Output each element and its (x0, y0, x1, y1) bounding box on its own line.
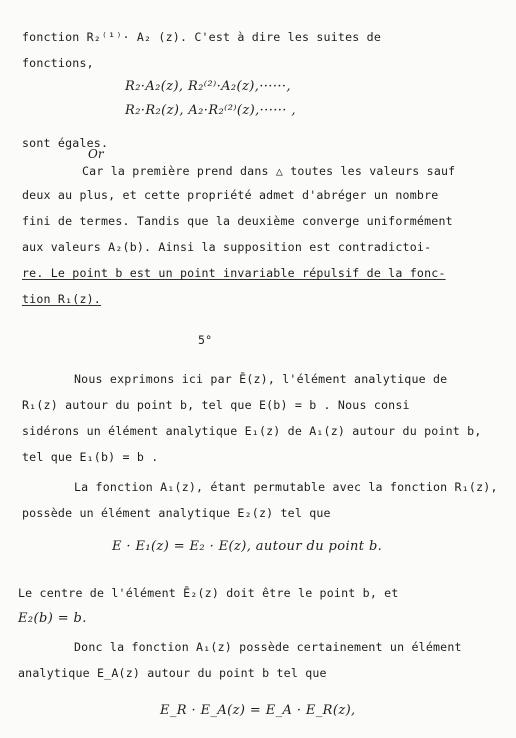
text-line-10: Nous exprimons ici par Ē(z), l'élément analytique de (74, 372, 448, 386)
formula-line-2: R₂·R₂(z), A₂·R₂⁽²⁾(z),······ , (125, 103, 296, 118)
text-line-5: deux au plus, et cette propriété admet d'abréger un nombre (22, 188, 439, 202)
text-line-6: fini de termes. Tandis que la deuxième converge uniformément (22, 214, 453, 228)
formula-inline: E₂(b) = b. (18, 611, 87, 626)
text-line-11: R₁(z) autour du point b, tel que E(b) = b . Nous consi (22, 398, 410, 412)
text-line-12: sidérons un élément analytique E₁(z) de A₁(z) autour du point b, (22, 424, 482, 438)
text-line-14: La fonction A₁(z), étant permutable avec la fonction R₁(z), (74, 480, 498, 494)
text-line-13: tel que E₁(b) = b . (22, 450, 159, 464)
text-line-3: sont égales. (22, 136, 109, 150)
formula-line-3: E · E₁(z) = E₂ · E(z), autour du point b. (112, 539, 383, 554)
text-line-2: fonctions, (22, 56, 94, 70)
text-line-17: Donc la fonction A₁(z) possède certainement un élément (74, 640, 462, 654)
text-line-9-underlined: tion R₁(z). (22, 292, 101, 306)
handwritten-insertion: Or (88, 147, 104, 161)
text-line-8-underlined: re. Le point b est un point invariable répulsif de la fonc- (22, 266, 446, 280)
text-line-7: aux valeurs A₂(b). Ainsi la supposition est contradictoi- (22, 240, 432, 254)
text-line-1: fonction R₂⁽¹⁾· A₂ (z). C'est à dire les suites de (22, 30, 382, 44)
text-line-4: Car la première prend dans △ toutes les valeurs sauf (82, 164, 456, 178)
formula-line-1: R₂·A₂(z), R₂⁽²⁾·A₂(z),······, (125, 79, 291, 94)
text-line-15: possède un élément analytique E₂(z) tel que (22, 506, 331, 520)
text-line-18: analytique E_A(z) autour du point b tel que (18, 666, 327, 680)
text-line-16: Le centre de l'élément Ē₂(z) doit être le point b, et (18, 586, 399, 600)
section-number: 5° (198, 333, 213, 347)
formula-line-4: E_R · E_A(z) = E_A · E_R(z), (160, 703, 356, 718)
